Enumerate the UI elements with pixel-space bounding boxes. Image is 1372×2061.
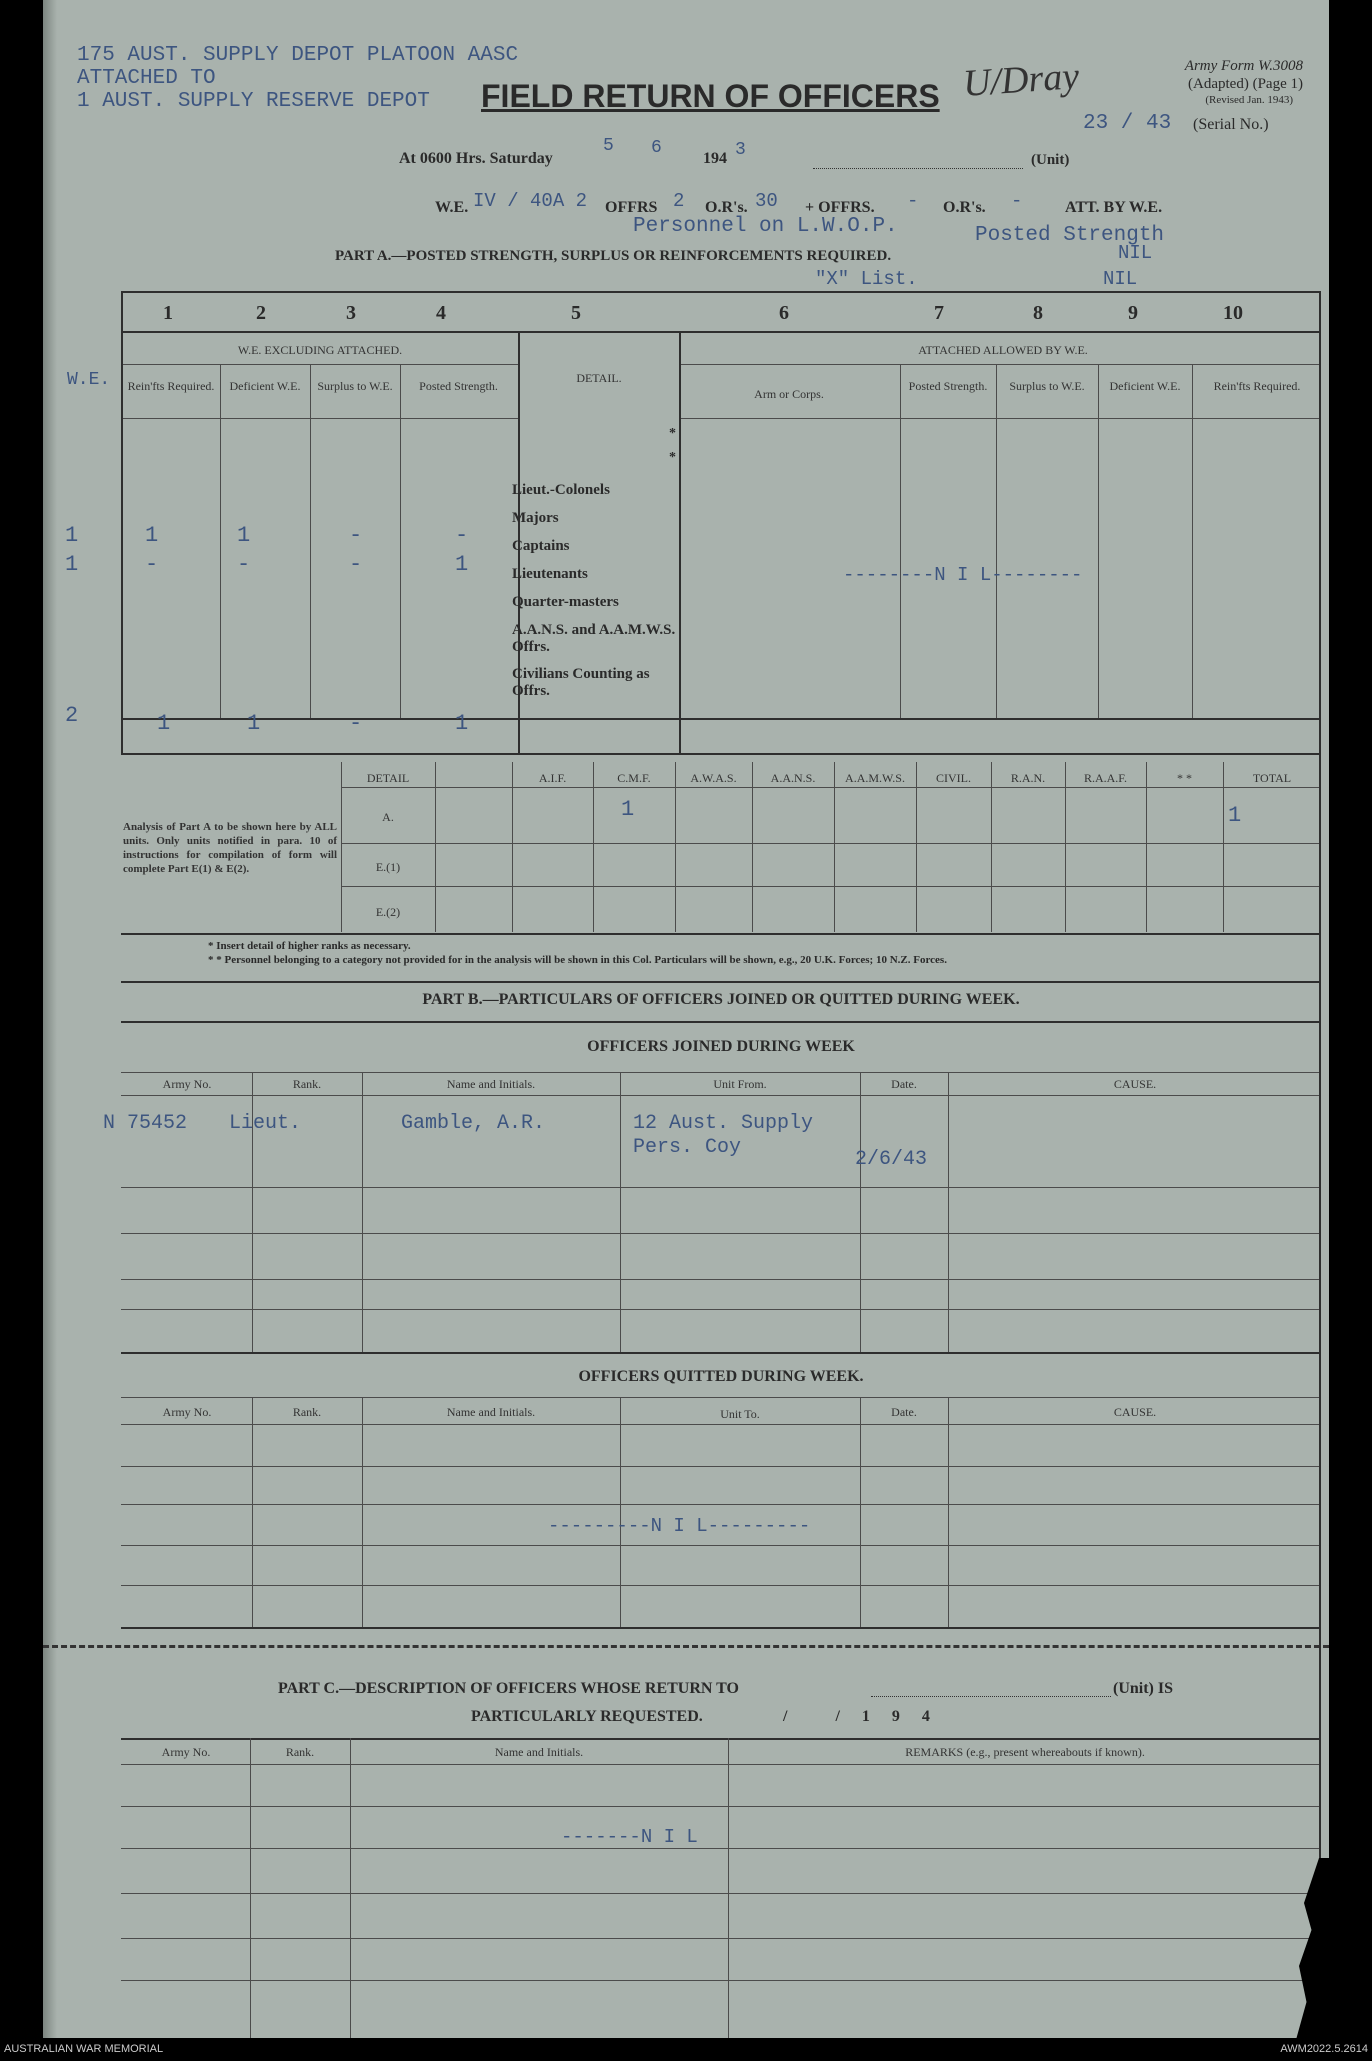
analysis-cmf-value: 1 bbox=[621, 797, 635, 822]
part-c-header-name: Name and Initials. bbox=[494, 1745, 584, 1759]
row-captains-col4: - bbox=[455, 523, 469, 548]
row-lieutenants-col1: - bbox=[145, 552, 159, 577]
analysis-header-aif: A.I.F. bbox=[538, 771, 567, 785]
plus-offrs-label: + OFFRS. bbox=[805, 199, 875, 216]
group-header-left: W.E. EXCLUDING ATTACHED. bbox=[237, 343, 403, 357]
col-number-2: 2 bbox=[256, 302, 266, 324]
analysis-header-aamws: A.A.M.W.S. bbox=[845, 771, 905, 785]
attached-nil: --------N I L-------- bbox=[843, 564, 1083, 586]
part-a-totals-rule bbox=[121, 718, 1321, 720]
analysis-header-other: * * bbox=[1177, 771, 1192, 785]
quitted-header-unit-to: Unit To. bbox=[720, 1407, 760, 1421]
typed-nil-2: NIL bbox=[1103, 268, 1138, 290]
joined-header-date: Date. bbox=[891, 1077, 917, 1091]
analysis-total-value: 1 bbox=[1228, 803, 1242, 828]
quitted-header-date: Date. bbox=[891, 1405, 917, 1419]
part-a-number-rule bbox=[121, 331, 1321, 333]
army-form-label: Army Form W.3008 bbox=[1184, 58, 1303, 74]
unit-line bbox=[813, 168, 1023, 169]
analysis-header-raaf: R.A.A.F. bbox=[1083, 771, 1128, 785]
att-label: ATT. BY W.E. bbox=[1065, 199, 1163, 216]
row-lieutenants-we: 1 bbox=[65, 552, 79, 577]
col-number-8: 8 bbox=[1033, 302, 1043, 324]
row-lieutenants-col2: - bbox=[237, 552, 251, 577]
adapted-label: (Adapted) (Page 1) bbox=[1188, 76, 1303, 92]
analysis-header-ran: R.A.N. bbox=[1010, 771, 1046, 785]
analysis-header-civil: CIVIL. bbox=[936, 771, 971, 785]
header-reinfts-required: Rein'fts Required. bbox=[127, 379, 215, 393]
group-header-right: ATTACHED ALLOWED BY W.E. bbox=[918, 343, 1088, 357]
col-number-10: 10 bbox=[1223, 302, 1243, 324]
part-c-header-rank: Rank. bbox=[285, 1745, 315, 1759]
total-col4: 1 bbox=[455, 711, 469, 736]
archive-footer bbox=[0, 2038, 1372, 2061]
total-col3: - bbox=[349, 711, 363, 736]
joined-header-army-no: Army No. bbox=[162, 1077, 212, 1091]
quitted-header-cause: CAUSE. bbox=[1113, 1405, 1157, 1419]
footer-institution: AUSTRALIAN WAR MEMORIAL bbox=[4, 2043, 164, 2055]
col-number-7: 7 bbox=[934, 302, 944, 324]
part-c-header-army-no: Army No. bbox=[161, 1745, 211, 1759]
rank-civilians: Civilians Counting as Offrs. bbox=[512, 666, 650, 699]
footnote-2: * * Personnel belonging to a category not provided for in the analysis will be shown in this Col. Particulars will be shown, e.g., 20 U.K. Forces; 10 N.Z. Forces. bbox=[208, 954, 947, 966]
joined-unit-line-2: Pers. Coy bbox=[633, 1136, 742, 1159]
typed-posted-strength: Posted Strength bbox=[975, 224, 1165, 247]
part-b-title: PART B.—PARTICULARS OF OFFICERS JOINED OR QUITTED DURING WEEK. bbox=[422, 991, 1020, 1008]
date-month: 6 bbox=[651, 138, 662, 158]
analysis-row-e2: E.(2) bbox=[375, 905, 401, 919]
typed-we: W.E. bbox=[67, 370, 111, 390]
binding-edge bbox=[43, 0, 57, 2038]
row-captains-col3: - bbox=[349, 523, 363, 548]
total-we: 2 bbox=[65, 703, 79, 728]
joined-rank: Lieut. bbox=[229, 1112, 302, 1135]
serial-label: (Serial No.) bbox=[1193, 116, 1269, 133]
rank-quartermasters: Quarter-masters bbox=[512, 594, 619, 610]
joined-header-unit-from: Unit From. bbox=[713, 1077, 767, 1091]
quitted-title: OFFICERS QUITTED DURING WEEK. bbox=[578, 1368, 864, 1385]
row-captains-col1: 1 bbox=[145, 523, 159, 548]
col-number-9: 9 bbox=[1128, 302, 1138, 324]
joined-header-name: Name and Initials. bbox=[446, 1077, 536, 1091]
part-a-bottom-rule bbox=[121, 753, 1321, 755]
analysis-header-awas: A.W.A.S. bbox=[690, 771, 737, 785]
header-surplus-to-we: Surplus to W.E. bbox=[317, 379, 393, 393]
footer-accession-number: AWM2022.5.2614 bbox=[1280, 2043, 1368, 2055]
col-number-3: 3 bbox=[346, 302, 356, 324]
quitted-header-army-no: Army No. bbox=[162, 1405, 212, 1419]
typed-personnel: Personnel on L.W.O.P. bbox=[633, 215, 898, 238]
joined-army-no: N 75452 bbox=[103, 1112, 188, 1135]
part-c-date: / /194 bbox=[783, 1708, 952, 1725]
quitted-header-name: Name and Initials. bbox=[446, 1405, 536, 1419]
quitted-nil: ---------N I L--------- bbox=[548, 1515, 811, 1537]
rank-aans-aamws: A.A.N.S. and A.A.M.W.S. Offrs. bbox=[512, 622, 676, 655]
we-value: IV / 40A 2 bbox=[473, 190, 588, 212]
header-att-deficient: Deficient W.E. bbox=[1109, 379, 1181, 393]
ors-value: 30 bbox=[755, 190, 778, 212]
joined-unit-line-1: 12 Aust. Supply bbox=[633, 1112, 814, 1135]
joined-header-cause: CAUSE. bbox=[1113, 1077, 1157, 1091]
unit-stamp bbox=[77, 44, 518, 113]
perforation-line bbox=[43, 1645, 1329, 1648]
header-att-surplus: Surplus to W.E. bbox=[1009, 379, 1085, 393]
typed-x-list: "X" List. bbox=[815, 268, 918, 290]
revised-label: (Revised Jan. 1943) bbox=[1205, 94, 1293, 106]
header-att-posted-strength: Posted Strength. bbox=[908, 379, 988, 393]
col-number-4: 4 bbox=[436, 302, 446, 324]
header-detail: DETAIL. bbox=[576, 371, 622, 385]
rank-lieut-colonels: Lieut.-Colonels bbox=[512, 482, 610, 498]
row-lieutenants-col3: - bbox=[349, 552, 363, 577]
plus-ors-value: - bbox=[1011, 190, 1023, 212]
total-col2: 1 bbox=[247, 711, 261, 736]
header-att-reinfts: Rein'fts Required. bbox=[1213, 379, 1301, 393]
part-a-title: PART A.—POSTED STRENGTH, SURPLUS OR REINFORCEMENTS REQUIRED. bbox=[335, 248, 892, 264]
analysis-header-total: TOTAL bbox=[1252, 771, 1292, 785]
header-arm-or-corps: Arm or Corps. bbox=[754, 387, 824, 401]
rank-majors: Majors bbox=[512, 510, 559, 526]
col-number-1: 1 bbox=[163, 302, 173, 324]
analysis-header-detail: DETAIL bbox=[366, 771, 410, 785]
col-number-5: 5 bbox=[571, 302, 581, 324]
rank-lieutenants: Lieutenants bbox=[512, 566, 588, 582]
part-c-line-2: PARTICULARLY REQUESTED. bbox=[471, 1708, 703, 1725]
part-c-title-suffix: (Unit) IS bbox=[1113, 1680, 1174, 1697]
analysis-note: Analysis of Part A to be shown here by ALL units. Only units notified in para. 10 of instructions for compilation of form will complete Part E(1) & E(2). bbox=[123, 821, 337, 875]
rank-list bbox=[512, 476, 680, 700]
row-captains-we: 1 bbox=[65, 523, 79, 548]
torn-edge bbox=[1289, 1858, 1329, 2038]
part-c-header-remarks: REMARKS (e.g., present whereabouts if known). bbox=[905, 1745, 1145, 1759]
analysis-header-aans: A.A.N.S. bbox=[770, 771, 816, 785]
stamp-line-3: 1 AUST. SUPPLY RESERVE DEPOT bbox=[77, 90, 430, 113]
part-a-top-rule bbox=[121, 291, 1321, 293]
offrs-value: 2 bbox=[673, 190, 685, 212]
row-lieutenants-col4: 1 bbox=[455, 552, 469, 577]
rank-captains: Captains bbox=[512, 538, 570, 554]
stamp-line-2: ATTACHED TO bbox=[77, 67, 216, 90]
date-year-suffix: 3 bbox=[735, 140, 746, 160]
unit-label: (Unit) bbox=[1031, 152, 1070, 168]
form-sheet: 175 AUST. SUPPLY DEPOT PLATOON AASC ATTACHED TO 1 AUST. SUPPLY RESERVE DEPOT FIELD RETURN OF OFFICERS U/Dray Army Form W.3008 (Adapted) (Page 1) (Revised Jan. 1943) 23 / 43 (Serial No.) At 0600 Hrs. Saturday 5 6 194 3 (Unit) W.E. IV / 40A 2 OFFRS 2 O.R's. 30 + OFFRS. - O.R's. - ATT. BY W.E. Personnel on L.W.O.P. Posted Strength NIL PART A.—POSTED STRENGTH, SURPLUS OR REINFORCEMENTS REQUIRED. "X" List. NIL 1 2 3 4 5 6 7 8 9 10 W.E. EXCLUDING ATTACHED. ATTACHED ALLOWED BY W.E. W.E. Rein'fts Required. Deficient W.E. Surplus to W.E. Posted Strength. DETAIL. Arm or Corps. Posted Strength. Surplus to W.E. Deficient W.E. Rein'fts Required. * * Lieut.-Colonels Majors Captains Lieutenants Quarter-masters A.A.N.S. and A.A.M.W.S. Offrs. Civilians Counting as Offrs. 1 1 1 - 1 - - - - 1 --------N I L-------- 2 1 1 - 1 Analysis of Part A to be shown here by ALL units. Only units notified in para. 10 of instructions for compilation of form will complete Part E(1) & E(2). DETAIL A.I.F. C.M.F. A.W.A.S. A.A.N.S. A.A.M.W.S. CIVIL. R.A.N. R.A.A.F. * * TOTAL A. E.(1) E.(2) 1 1 * Insert detail of higher ranks as necessary. * * Personnel belonging to a category not provided for in the analysis will be shown in this Col. Particulars will be shown, e.g., 20 U.K. Forces; 10 N.Z. Forces. PART B.—PARTICULARS OF OFFICERS JOINED OR QUITTED DURING WEEK. OFFICERS JOINED DURING WEEK Army No. Rank. Name and Initials. Unit From. Date. CAUSE. N 75452 Lieut. Gamble, A.R. 12 Aust. Supply Pers. Coy 2/6/43 OFFICERS QUITTED DURING WEEK. Army No. Rank. Name and Initials. Unit To. Date. CAUSE. ---------N I L--------- PART C.—DESCRIPTION OF OFFICERS WHOSE RETURN TO (Unit) IS PARTICULARLY REQUESTED. / /194 Army No. Rank. Name and Initials. REMARKS (e.g., present whereabouts if known). -------N I L bbox=[43, 0, 1329, 2038]
part-c-nil: -------N I L bbox=[561, 1826, 698, 1848]
plus-offrs-value: - bbox=[907, 190, 919, 212]
row-captains-col2: 1 bbox=[237, 523, 251, 548]
quitted-header-rank: Rank. bbox=[292, 1405, 322, 1419]
col-number-6: 6 bbox=[779, 302, 789, 324]
form-title: FIELD RETURN OF OFFICERS bbox=[481, 78, 940, 114]
joined-name: Gamble, A.R. bbox=[401, 1112, 546, 1135]
joined-date: 2/6/43 bbox=[855, 1148, 928, 1171]
joined-header-rank: Rank. bbox=[292, 1077, 322, 1091]
ors-label: O.R's. bbox=[705, 199, 748, 216]
date-year-prefix: 194 bbox=[703, 150, 727, 167]
part-c-title-prefix: PART C.—DESCRIPTION OF OFFICERS WHOSE RETURN TO bbox=[278, 1680, 739, 1697]
joined-title: OFFICERS JOINED DURING WEEK bbox=[587, 1038, 855, 1055]
header-deficient-we: Deficient W.E. bbox=[229, 379, 301, 393]
footnote-1: * Insert detail of higher ranks as necessary. bbox=[208, 940, 411, 952]
serial-number: 23 / 43 bbox=[1083, 112, 1172, 135]
we-label: W.E. bbox=[435, 199, 469, 216]
at-time-label: At 0600 Hrs. Saturday bbox=[399, 150, 553, 167]
total-col1: 1 bbox=[157, 711, 171, 736]
signature: U/Dray bbox=[961, 55, 1081, 105]
plus-ors-label: O.R's. bbox=[943, 199, 986, 216]
analysis-row-a: A. bbox=[382, 810, 394, 824]
date-day: 5 bbox=[603, 136, 614, 156]
header-posted-strength: Posted Strength. bbox=[419, 379, 498, 393]
stamp-line-1: 175 AUST. SUPPLY DEPOT PLATOON AASC bbox=[77, 44, 519, 67]
offrs-label: OFFRS bbox=[605, 199, 658, 216]
typed-nil-1: NIL bbox=[1118, 242, 1153, 264]
analysis-row-e1: E.(1) bbox=[375, 860, 401, 874]
analysis-header-cmf: C.M.F. bbox=[617, 771, 651, 785]
